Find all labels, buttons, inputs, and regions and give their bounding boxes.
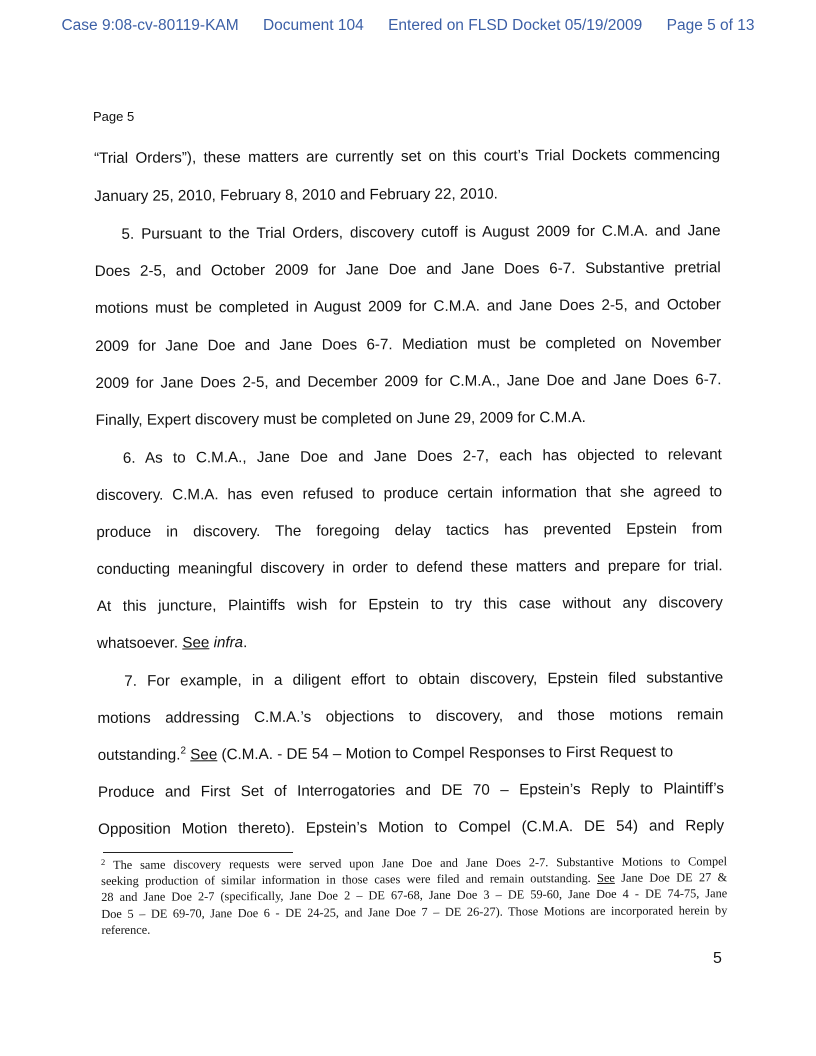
footnote-ref[interactable]: 2 — [180, 745, 187, 757]
see-signal: See — [597, 871, 615, 886]
paragraph-6: 6. As to C.M.A., Jane Doe and Jane Does 2-7, each has objected to relevant — [122, 446, 722, 467]
footnote-marker: 2 — [101, 856, 106, 867]
text-line: January 25, 2010, February 8, 2010 and February 22, 2010. — [94, 185, 498, 205]
text-line: conducting meaningful discovery in order to defend these matters and prepare for trial. — [96, 557, 723, 578]
text-line — [97, 634, 247, 652]
text-span: (C.M.A. - DE 54 – Motion to Compel Responses to First Request to — [217, 743, 674, 764]
document-number: Document 104 — [262, 17, 364, 34]
footnote-2 — [101, 853, 727, 938]
text-line: At this juncture, Plaintiffs wish for Epstein to try this case without any discovery — [96, 594, 723, 615]
text-line — [98, 743, 673, 764]
text-line: produce in discovery. The foregoing delay tactics has prevented Epstein from — [96, 520, 723, 541]
docket-header — [0, 17, 816, 35]
text-line: 2009 for Jane Doe and Jane Does 6-7. Mediation must be completed on November — [95, 334, 722, 355]
text-span: . — [243, 634, 248, 652]
text-span: whatsoever. — [96, 634, 183, 652]
case-number: Case 9:08-cv-80119-KAM — [61, 17, 239, 34]
text-line: Finally, Expert discovery must be completed on June 29, 2009 for C.M.A. — [95, 409, 586, 429]
docket-entry: Entered on FLSD Docket 05/19/2009 — [388, 17, 643, 34]
footnote-line: 28 and Jane Doe 2-7 (specifically, Jane Doe 2 – DE 67-68, Jane Doe 3 – DE 59-60, Jane Doe 4 - DE 74-75, Jane — [101, 886, 728, 905]
text-line: “Trial Orders”), these matters are currently set on this court’s Trial Dockets commencing — [94, 146, 721, 167]
infra-signal: infra — [213, 634, 244, 652]
text-line: 2009 for Jane Does 2-5, and December 2009 for C.M.A., Jane Doe and Jane Does 6-7. — [95, 371, 722, 392]
text-line: motions addressing C.M.A.’s objections to discovery, and those motions remain — [97, 706, 724, 727]
page-number: 5 — [713, 950, 722, 967]
paragraph-5: 5. Pursuant to the Trial Orders, discovery cutoff is August 2009 for C.M.A. and Jane — [121, 222, 721, 243]
text-span: seeking production of similar information in those cases were filed and remain outstanding. — [101, 871, 598, 889]
footnote-line: reference. — [101, 922, 151, 937]
text-line: Produce and First Set of Interrogatories and DE 70 – Epstein’s Reply to Plaintiff’s — [97, 780, 724, 801]
text-span: Jane Doe DE 27 & — [614, 870, 728, 886]
footnote-divider — [103, 852, 293, 853]
see-signal: See — [182, 634, 210, 652]
body-text — [94, 146, 725, 838]
footnote-line: Doe 5 – DE 69-70, Jane Doe 6 - DE 24-25, and Jane Doe 7 – DE 26-27). Those Motions are incorporated herein by — [101, 902, 728, 921]
page-of-total: Page 5 of 13 — [666, 17, 755, 34]
text-line: Does 2-5, and October 2009 for Jane Doe and Jane Does 6-7. Substantive pretrial — [94, 259, 721, 280]
text-line: Opposition Motion thereto). Epstein’s Motion to Compel (C.M.A. DE 54) and Reply — [98, 817, 725, 838]
page-label: Page 5 — [93, 109, 135, 124]
see-signal: See — [190, 746, 218, 764]
text-line: motions must be completed in August 2009 for C.M.A. and Jane Does 2-5, and October — [94, 296, 722, 317]
text-line: discovery. C.M.A. has even refused to produce certain information that she agreed to — [96, 483, 723, 504]
text-span: outstanding. — [97, 746, 181, 764]
text-span: The same discovery requests were served upon Jane Doe and Jane Does 2-7. Substantive Motions to Compel — [113, 854, 728, 872]
paragraph-7: 7. For example, in a diligent effort to obtain discovery, Epstein filed substantive — [124, 669, 724, 690]
